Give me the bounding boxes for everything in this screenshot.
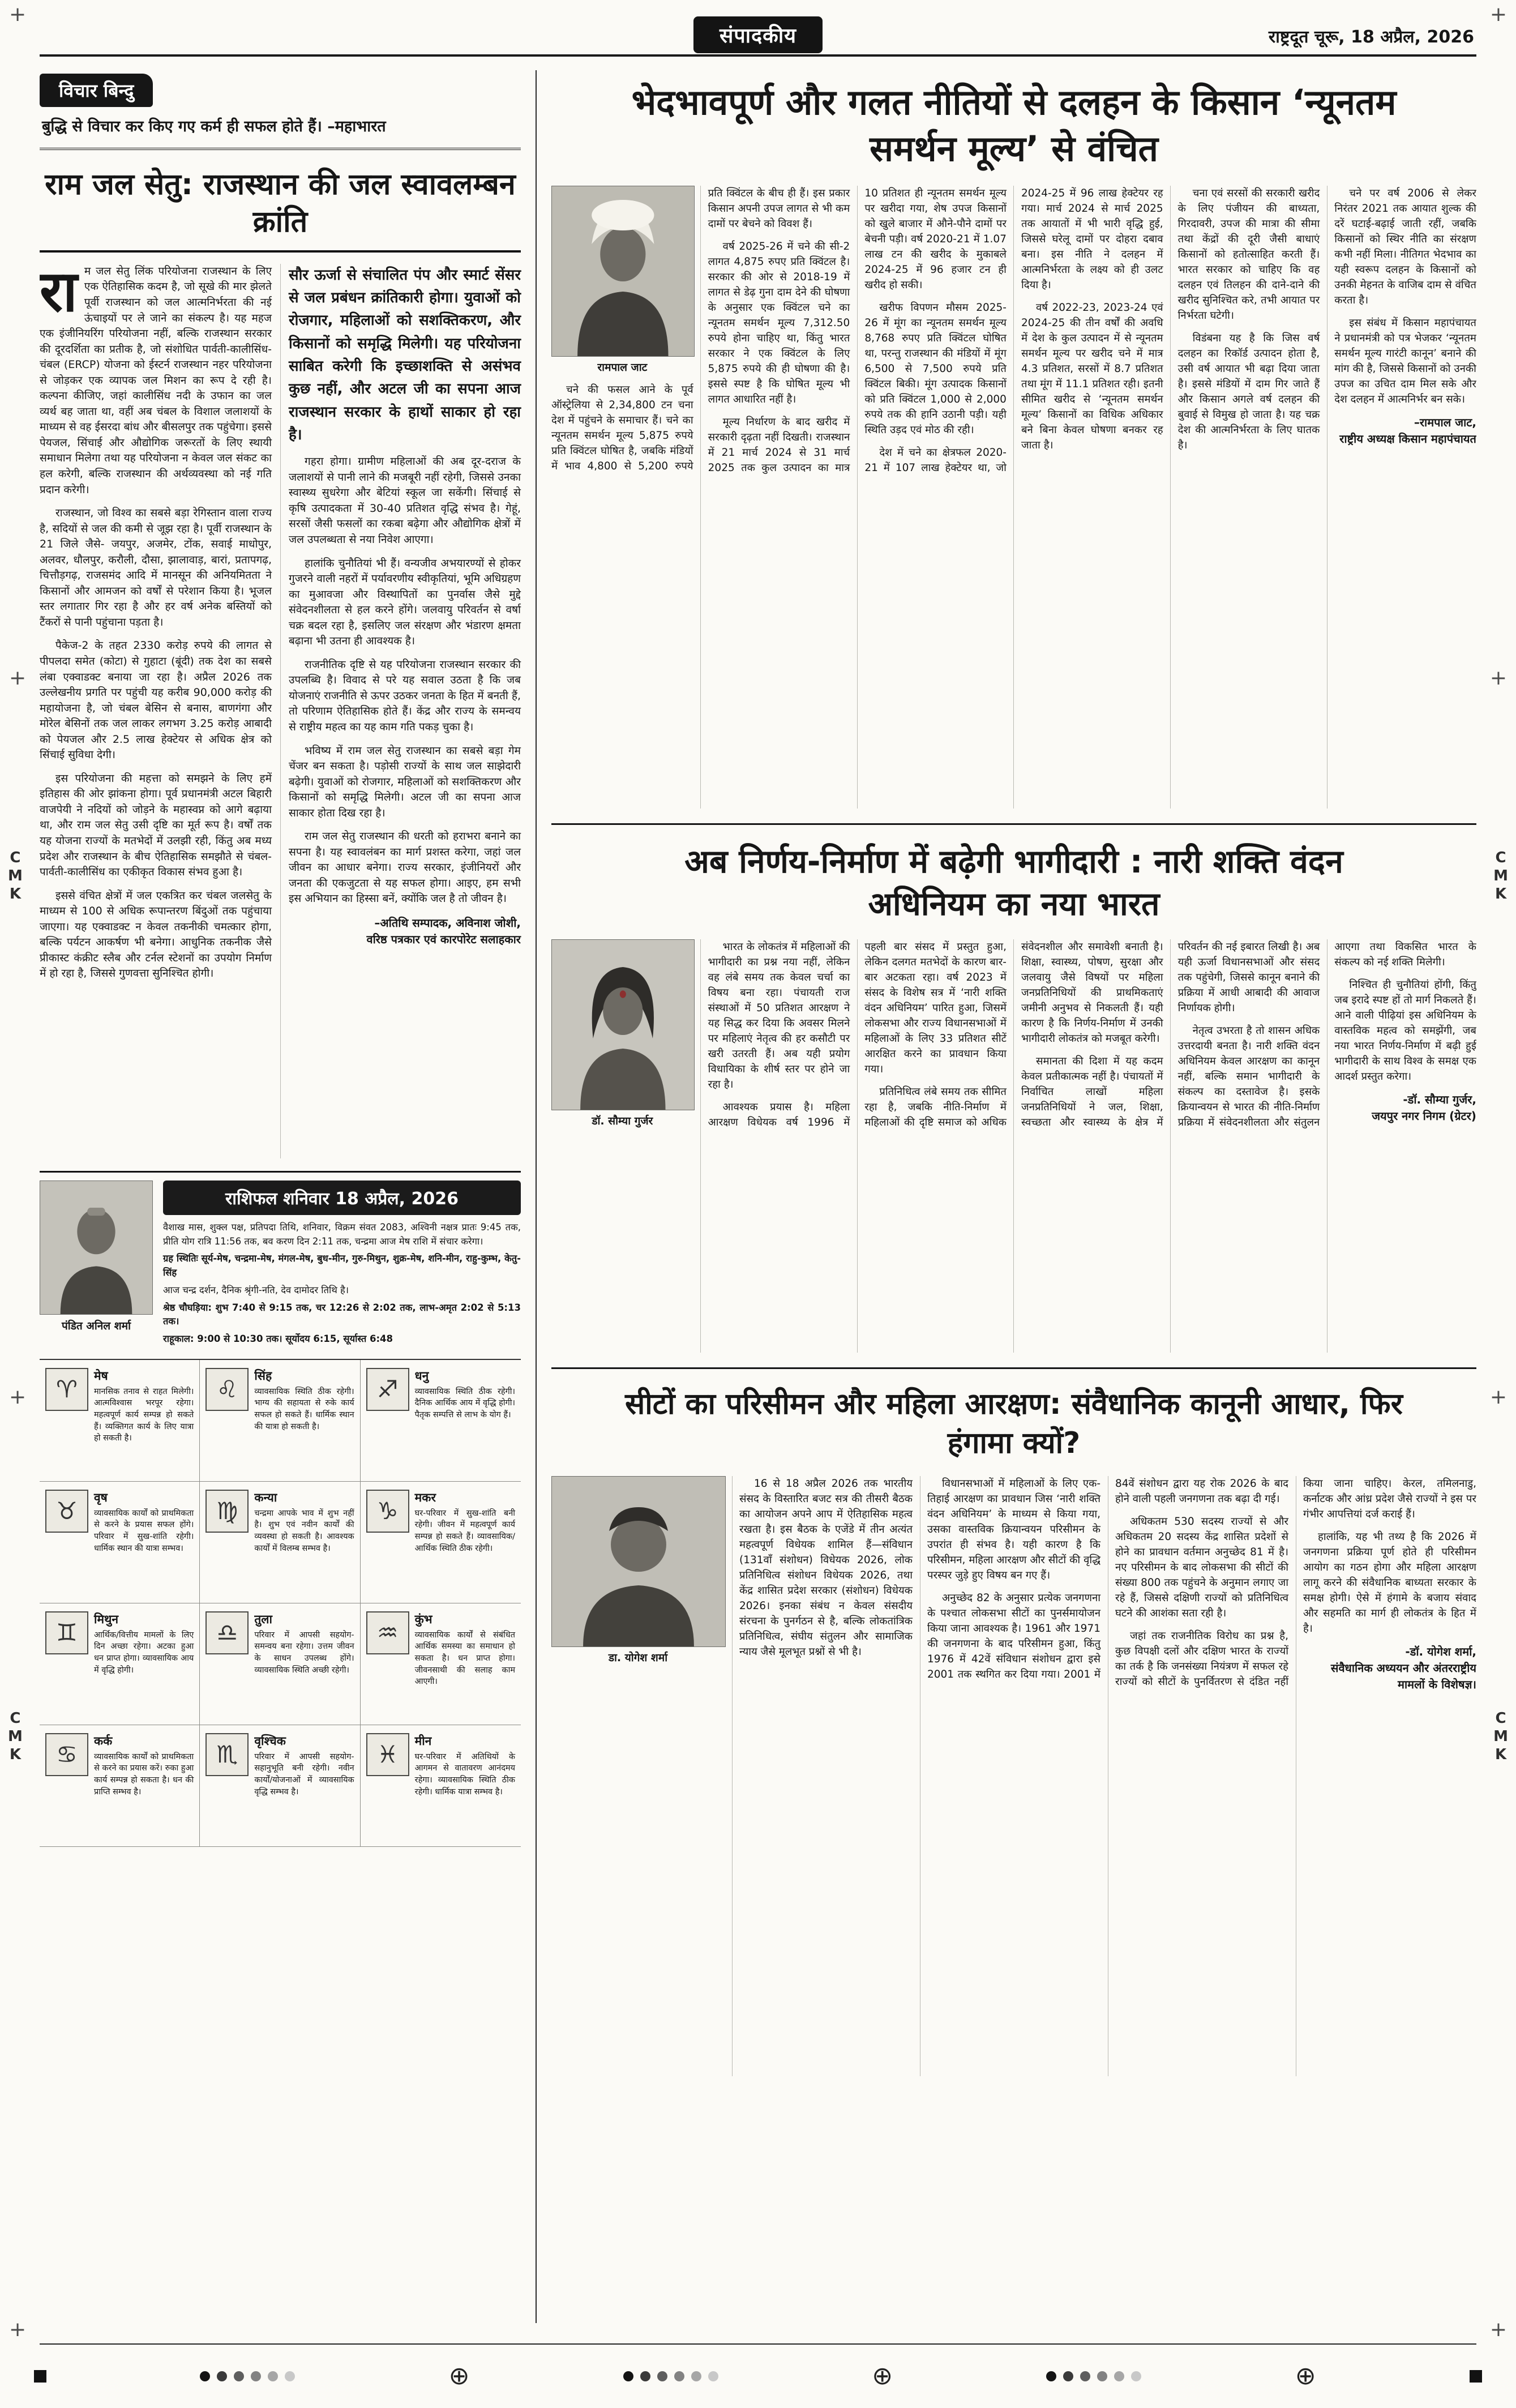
registration-dots [623, 2371, 718, 2381]
vichar-bindu-title: विचार बिन्दु [40, 74, 153, 107]
registration-dot [200, 2371, 210, 2381]
paragraph: मूल्य निर्धारण के बाद खरीद में सरकारी दृढ़ता नहीं दिखती। राजस्थान में 21 मार्च 2024 से 31 मार्च 2025 तक कुल उत्पादन का मात्र 10 प्रतिशत ही न्यूनतम समर्थन मूल्य पर खरीदा गया, शेष उपज किसानों को खुले बाजार में औने-पौने दामों पर बेचनी पड़ी। वर्ष 2020-21 में 1.07 लाख टन की खरीद के मुकाबले 2024-25 में 96 हजार टन ही खरीद हो सकी। [708, 187, 1007, 474]
paragraph: प्रतिनिधित्व लंबे समय तक सीमित रहा है, जबकि नीति-निर्माण में महिलाओं की दृष्टि समाज को अधिक संवेदनशील और समावेशी बनाती है। शिक्षा, स्वास्थ्य, पोषण, सुरक्षा और जलवायु जैसे विषयों पर महिला जनप्रतिनिधियों की प्राथमिकताएं जमीनी अनुभव से निकलती हैं। यही कारण है कि निर्णय-निर्माण में उनकी भागीदारी लोकतंत्र को मजबूत करेगी। [864, 941, 1163, 1129]
byline-line: जयपुर नगर निगम (ग्रेटर) [1372, 1109, 1476, 1123]
registration-dot [657, 2371, 667, 2381]
seats-photo-caption: डा. योगेश शर्मा [608, 1652, 668, 1665]
sign-name: कुंभ [414, 1612, 432, 1626]
edition-dateline: राष्ट्रदूत चूरू, 18 अप्रैल, 2026 [1268, 27, 1474, 47]
paragraph [40, 258, 272, 498]
registration-dot [691, 2371, 701, 2381]
sagittarius-icon: ♐ [366, 1368, 409, 1411]
left-column [40, 70, 537, 2323]
section-label: संपादकीय [693, 16, 823, 53]
woman-portrait-icon [552, 940, 694, 1110]
registration-dot [1046, 2371, 1056, 2381]
leo-icon: ♌ [205, 1368, 249, 1411]
saumya-gurjar-photo [551, 939, 695, 1110]
lead-article-byline [289, 915, 521, 948]
byline-line: राष्ट्रीय अध्यक्ष किसान महापंचायत [1339, 431, 1476, 446]
seats-article-byline [1303, 1644, 1476, 1693]
cmk-registration-letters [1493, 849, 1508, 903]
cmk-registration-letters [1493, 1710, 1508, 1763]
cmk-letter: K [9, 886, 22, 903]
crop-mark: + [1489, 2318, 1507, 2341]
zodiac-cell-kumbh [361, 1603, 521, 1725]
taurus-icon: ♉ [45, 1490, 88, 1533]
quote-attribution: –महाभारत [327, 118, 386, 135]
registration-dot [1097, 2371, 1107, 2381]
registration-dot [268, 2371, 278, 2381]
cmk-registration-letters [8, 1710, 23, 1763]
paragraph: अनुच्छेद 82 के अनुसार प्रत्येक जनगणना के पश्चात लोकसभा सीटों का पुनर्समायोजन किया जाना आवश्यक है। 1961 और 1971 की जनगणना के बाद परिसीमन हुआ, किंतु 1976 में 42वें संविधान संशोधन द्वारा इसे 2001 तक स्थगित कर दिया गया। 2001 में 84वें संशोधन द्वारा यह रोक 2026 के बाद होने वाली पहली जनगणना तक बढ़ा दी गई। [927, 1478, 1288, 1681]
cmk-letter: C [10, 1710, 21, 1727]
crop-mark: + [9, 3, 27, 26]
sign-prediction: व्यावसायिक कार्यों से संबंधित आर्थिक समस्या का समाधान हो सकता है। धन प्राप्त होगा। जीवनसाथी की सलाह काम आएगी। [414, 1630, 515, 1687]
cmk-letter: K [1494, 886, 1507, 903]
paragraph: चना एवं सरसों की सरकारी खरीद के लिए पंजीयन की बाध्यता, गिरदावरी, उपज की मात्रा की सीमा तथा केंद्रों की दूरी जैसी बाधाएं किसानों को हतोत्साहित करती हैं। भारत सरकार को चाहिए कि वह दलहन एवं तिलहन की दाने-दाने की खरीद सुनिश्चित करे, तभी आयात पर निर्भरता घटेगी। [1177, 187, 1320, 322]
paragraph: समानता की दिशा में यह कदम केवल प्रतीकात्मक नहीं है। पंचायतों में निर्वाचित लाखों महिला जनप्रतिनिधियों ने जल, शिक्षा, स्वच्छता और स्वास्थ्य के क्षेत्र में परिवर्तन की नई इबारत लिखी है। अब यही ऊर्जा विधानसभाओं और संसद तक पहुंचेगी, जिससे कानून बनाने की प्रक्रिया में आधी आबादी की आवाज निर्णायक होगी। [1021, 941, 1320, 1129]
article-msp-pulses [551, 70, 1476, 823]
msp-article-body [551, 186, 1476, 809]
registration-square [34, 2370, 46, 2383]
paragraph: नेतृत्व उभरता है तो शासन अधिक उत्तरदायी बनता है। नारी शक्ति वंदन अधिनियम केवल आरक्षण का कानून नहीं, बल्कि समान भागीदारी के संकल्प का दस्तावेज है। इसके क्रियान्वयन से भारत की नीति-निर्माण प्रक्रिया में संवेदनशीलता और संतुलन आएगा तथा विकसित भारत के संकल्प को नई शक्ति मिलेगी। [1177, 941, 1476, 1129]
registration-dot [1080, 2371, 1090, 2381]
sign-name: कन्या [254, 1490, 277, 1504]
cmk-letter: K [9, 1746, 22, 1763]
aries-icon: ♈ [45, 1368, 88, 1411]
zodiac-cell-dhanu [361, 1360, 521, 1482]
male-portrait-icon [552, 1477, 725, 1646]
panchang-line: वैशाख मास, शुक्ल पक्ष, प्रतिपदा तिथि, शनिवार, विक्रम संवत 2083, अश्विनी नक्षत्र प्रातः 9:45 तक, प्रीति योग रात्रि 11:56 तक, बव करण दिन 2:11 तक, चन्द्रमा आज मेष राशि में संचार करेगा। [163, 1221, 521, 1247]
astrologer-name: पंडित अनिल शर्मा [61, 1319, 131, 1332]
paragraph: निश्चित ही चुनौतियां होंगी, किंतु जब इरादे स्पष्ट हों तो मार्ग निकलते हैं। आने वाली पीढ़ियां इस अधिनियम के वास्तविक महत्व को समझेंगी, जब नया भारत निर्णय-निर्माण में बढ़ी हुई भागीदारी के साथ विश्व के समक्ष एक आदर्श प्रस्तुत करेगा। [1334, 979, 1476, 1083]
page-content [40, 70, 1476, 2323]
sign-prediction: घर-परिवार में अतिथियों के आगमन से वातावरण आनंदमय रहेगा। व्यावसायिक स्थिति ठीक रहेगी। धार्मिक यात्रा सम्भव है। [414, 1752, 515, 1797]
crop-mark: + [1489, 1385, 1507, 1409]
paragraph: खरीफ विपणन मौसम 2025-26 में मूंग का न्यूनतम समर्थन मूल्य 8,768 रुपए प्रति क्विंटल घोषित था, परन्तु राजस्थान की मंडियों में मूंग 6,500 से 7,500 रुपये प्रति क्विंटल बिकी। मूंग उत्पादक किसानों को प्रति क्विंटल 1,000 से 2,000 रुपये तक की हानि उठानी पड़ी। यही स्थिति उड़द एवं मोठ की रही। [864, 301, 1007, 436]
byline-line: वरिष्ठ पत्रकार एवं कारपोरेट सलाहकार [366, 933, 521, 947]
rampal-jat-photo [551, 186, 695, 357]
paragraph: भारत के लोकतंत्र में महिलाओं की भागीदारी का प्रश्न नया नहीं, लेकिन वह लंबे समय तक केवल चर्चा का विषय बना रहा। पंचायती राज संस्थाओं में 50 प्रतिशत आरक्षण ने यह सिद्ध कर दिया कि अवसर मिलने पर महिलाएं नेतृत्व की हर कसौटी पर खरी उतरती हैं। अब यही प्रयोग विधायिका के शीर्ष स्तर पर होने जा रहा है। [708, 941, 850, 1091]
paragraph: राजस्थान, जो विश्व का सबसे बड़ा रेगिस्तान वाला राज्य है, सदियों से जल की कमी से जूझ रहा है। पूर्वी राजस्थान के 21 जिले जैसे- जयपुर, अजमेर, टोंक, सवाई माधोपुर, अलवर, धौलपुर, करौली, दौसा, झालावाड़, बारां, प्रतापगढ़, चित्तौड़गढ़, राजसमंद आदि में मानसून की अनियमितता ने किसानों और आमजन को वर्षों से परेशान किया है। भूजल स्तर लगातार गिर रहा है और हर वर्ष अनेक बस्तियों को टैंकरों से पानी पहुंचाना पड़ता है। [40, 507, 272, 628]
cmk-letter: K [1494, 1746, 1507, 1763]
gemini-icon: ♊ [45, 1611, 88, 1654]
zodiac-cell-tula [200, 1603, 360, 1725]
astrologer-photo [40, 1181, 153, 1315]
sign-prediction: आर्थिक/वित्तीय मामलों के लिए दिन अच्छा रहेगा। अटका हुआ धन प्राप्त होगा। व्यावसायिक आय में वृद्धि होगी। [94, 1630, 194, 1675]
article-nari-shakti [551, 823, 1476, 1367]
paragraph: राम जल सेतु राजस्थान की धरती को हराभरा बनाने का सपना है। यह स्वावलंबन का मार्ग प्रशस्त करेगा, जहां जल जीवन का आधार बनेगा। राज्य सरकार, इंजीनियरों और जनता की एकजुटता से यह सफल होगा। आइए, हम सभी इस अभियान का हिस्सा बनें, क्योंकि जल है तो जीवन है। [289, 830, 521, 905]
seats-article-headline: सीटों का परिसीमन और महिला आरक्षण: संवैधानिक कानूनी आधार, फिर हंगामा क्यों? [625, 1387, 1403, 1460]
aquarius-icon: ♒ [366, 1611, 409, 1654]
cmk-letter: C [1495, 1710, 1506, 1727]
sign-prediction: मानसिक तनाव से राहत मिलेगी। आत्मविश्वास भरपूर रहेगा। महत्वपूर्ण कार्य सम्पन्न हो सकते हैं। व्यक्तिगत कार्य के लिए यात्रा हो सकती है। [94, 1387, 194, 1443]
paragraph: देश में चने का क्षेत्रफल 2020-21 में 107 लाख हेक्टेयर था, जो 2024-25 में 96 लाख हेक्टेयर रह गया। मार्च 2024 से मार्च 2025 तक आयातों में भी भारी वृद्धि हुई, जिससे घरेलू दामों पर दोहरा दबाव बना। इस नीति ने दलहन में आत्मनिर्भरता के लक्ष्य को ही उलट दिया है। [864, 187, 1163, 474]
cancer-icon: ♋ [45, 1733, 88, 1776]
crop-mark: + [1489, 666, 1507, 690]
virgo-icon: ♍ [205, 1490, 249, 1533]
sign-name: मेष [94, 1368, 108, 1383]
registration-dot [1131, 2371, 1141, 2381]
paragraph: अधिकतम 530 सदस्य राज्यों से और अधिकतम 20 सदस्य केंद्र शासित प्रदेशों से होने का प्रावधान वर्तमान अनुच्छेद 81 में है। नए परिसीमन के बाद लोकसभा की सीटों की संख्या 800 तक पहुंचने के अनुमान लगाए जा रहे हैं, जिससे दक्षिणी राज्यों को प्रतिनिधित्व घटने की आशंका सता रही है। [1115, 1516, 1288, 1620]
registration-target-icon: ⊕ [872, 2362, 893, 2390]
chaughadiya-line: श्रेष्ठ चौघड़िया: शुभ 7:40 से 9:15 तक, चर 12:26 से 2:02 तक, लाभ-अमृत 2:02 से 5:13 तक। [163, 1302, 521, 1327]
rashifal-title: राशिफल शनिवार 18 अप्रैल, 2026 [163, 1181, 521, 1215]
article-delimitation [551, 1367, 1476, 2091]
registration-dot [251, 2371, 261, 2381]
lead-article-headline: राम जल सेतु: राजस्थान की जल स्वावलम्बन क्रांति [40, 166, 521, 253]
capricorn-icon: ♑ [366, 1490, 409, 1533]
rashifal-intro [163, 1221, 521, 1346]
registration-dot [640, 2371, 650, 2381]
byline-line: -डॉ. योगेश शर्मा, [1405, 1645, 1476, 1659]
paragraph: विडंबना यह है कि जिस वर्ष दलहन का रिकॉर्ड उत्पादन होता है, उसी वर्ष आयात भी बढ़ा दिया जाता है। इससे मंडियों में दाम गिर जाते हैं और किसान अगले वर्ष दलहन की बुवाई से विमुख हो जाता है। यह चक्र देश की आत्मनिर्भरता के लिए घातक है। [1177, 332, 1320, 451]
astrologer-block [40, 1181, 153, 1350]
nari-article-byline [1334, 1092, 1476, 1124]
paragraph: हालांकि चुनौतियां भी हैं। वन्यजीव अभयारण्यों से होकर गुजरने वाली नहरों में पर्यावरणीय स्वीकृतियां, भूमि अधिग्रहण का मुआवजा और विस्थापितों का पुनर्वास जैसे मुद्दे संवेदनशीलता से हल करने होंगे। जलवायु परिवर्तन से वर्षा चक्र बदल रहा है, इसलिए जल संरक्षण और भंडारण क्षमता बढ़ाना भी उतना ही आवश्यक है। [289, 557, 521, 648]
rahukaal-line: राहूकाल: 9:00 से 10:30 तक। सूर्योदय 6:15, सूर्यास्त 6:48 [163, 1333, 393, 1345]
byline-line: -डॉ. सौम्या गुर्जर, [1403, 1093, 1476, 1107]
paragraph: इस परियोजना की महत्ता को समझने के लिए हमें इतिहास की ओर झांकना होगा। पूर्व प्रधानमंत्री अटल बिहारी वाजपेयी ने नदियों को जोड़ने के महास्वप्न को आगे बढ़ाया था, और राम जल सेतु उसी दृष्टि का मूर्त रूप है। वर्षों तक यह योजना राज्यों के मतभेदों में उलझी रही, किंतु अब मध्य प्रदेश और राजस्थान के बीच ऐतिहासिक समझौते से चंबल-पार्वती-कालीसिंध का एकीकृत विकास संभव हुआ है। [40, 772, 272, 879]
dropcap: रा [40, 258, 78, 324]
byline-line: –रामपाल जाट, [1414, 415, 1476, 429]
cmk-letter: M [1493, 1728, 1508, 1745]
nari-article-headline: अब निर्णय-निर्माण में बढ़ेगी भागीदारी : नारी शक्ति वंदन अधिनियम का नया भारत [684, 842, 1343, 923]
registration-footer [34, 2364, 1482, 2389]
paragraph: वर्ष 2025-26 में चने की सी-2 लागत 4,875 रुपए प्रति क्विंटल है। सरकार की ओर से 2018-19 में लागत से डेढ़ गुना दाम देने की घोषणा के अनुसार एक क्विंटल चने का न्यूनतम समर्थन मूल्य 7,312.50 रुपये होना चाहिए था, किंतु भारत सरकार ने एक क्विंटल के लिए 5,875 रुपये की ही घोषणा की है। इससे स्पष्ट है कि घोषित मूल्य भी लागत आधारित नहीं है। [708, 240, 850, 405]
registration-dot [708, 2371, 718, 2381]
sign-prediction: व्यावसायिक स्थिति ठीक रहेगी। भाग्य की सहायता से रुके कार्य सफल हो सकते हैं। धार्मिक स्थान की यात्रा हो सकती है। [254, 1387, 354, 1431]
pisces-icon: ♓ [366, 1733, 409, 1776]
masthead [40, 15, 1476, 57]
paragraph: आवश्यक प्रयास है। महिला आरक्षण विधेयक वर्ष 1996 में पहली बार संसद में प्रस्तुत हुआ, लेकिन दलगत मतभेदों के कारण बार-बार अटकता रहा। वर्ष 2023 में संसद के विशेष सत्र में ‘नारी शक्ति वंदन अधिनियम’ पारित हुआ, जिसमें लोकसभा और राज्य विधानसभाओं में महिलाओं के लिए 33 प्रतिशत सीटें आरक्षित करने का प्रावधान किया गया। [708, 941, 1007, 1129]
paragraph: विधानसभाओं में महिलाओं के लिए एक-तिहाई आरक्षण का प्रावधान जिस ‘नारी शक्ति वंदन अधिनियम’ के माध्यम से किया गया, उसका वास्तविक क्रियान्वयन परिसीमन के उपरांत ही संभव है। यही कारण है कि परिसीमन, महिला आरक्षण और सीटों की वृद्धि परस्पर जुड़े हुए विषय बन गए हैं। [927, 1478, 1100, 1582]
registration-dot [623, 2371, 633, 2381]
paragraph: इससे वंचित क्षेत्रों में जल एकत्रित कर चंबल जलसेतु के माध्यम से 100 से अधिक रूपान्तरण बिंदुओं तक पहुंचाया जाएगा। यह एक्वाडक्ट न केवल तकनीकी चमत्कार होगा, बल्कि पर्यटन आकर्षण भी बनेगा। आधुनिक तकनीक जैसे प्रीकास्ट कंक्रीट स्लैब और टर्नल स्टेशनों का उपयोग निर्माण में हो रहा है, जिससे गुणवत्ता सुनिश्चित होगी। [40, 889, 272, 980]
zodiac-cell-kanya [200, 1482, 360, 1603]
nari-photo-caption: डॉ. सौम्या गुर्जर [592, 1115, 653, 1128]
bold-inset-paragraph: सौर ऊर्जा से संचालित पंप और स्मार्ट सेंसर से जल प्रबंधन क्रांतिकारी होगा। युवाओं को रोजगार, महिलाओं को सशक्तिकरण, और किसानों को समृद्धि मिलेगी। यह परियोजना साबित करेगी कि इच्छाशक्ति से असंभव कुछ नहीं, और अटल जी का सपना आज राजस्थान सरकार के हाथों साकार हो रहा है। [289, 266, 521, 443]
sign-name: तुला [254, 1612, 272, 1626]
sign-name: वृश्चिक [254, 1734, 286, 1748]
msp-article-byline [1334, 414, 1476, 447]
turbaned-man-portrait-icon [552, 186, 694, 356]
seats-article-body [551, 1476, 1476, 2076]
seats-photo-figure [551, 1476, 725, 1666]
crop-mark: + [1489, 3, 1507, 26]
zodiac-grid [40, 1359, 521, 1847]
zodiac-cell-vrishchik [200, 1725, 360, 1847]
paragraph: 16 से 18 अप्रैल 2026 तक भारतीय संसद के विस्तारित बजट सत्र की तीसरी बैठक का आयोजन अपने आप में ऐतिहासिक महत्व रखता है। इस बैठक के एजेंडे में तीन अत्यंत महत्वपूर्ण विधेयक शामिल हैं—संविधान (131वाँ संशोधन) विधेयक 2026, लोक प्रतिनिधित्व संशोधन विधेयक 2026, तथा केंद्र शासित प्रदेश सरकार (संशोधन) विधेयक 2026। इनका संबंध न केवल संसदीय संरचना के पुनर्गठन से है, बल्कि लोकतांत्रिक प्रतिनिधित्व, संघीय संतुलन और सामाजिक न्याय जैसे मूलभूत प्रश्नों से भी है। [739, 1478, 913, 1658]
rashifal-top [40, 1181, 521, 1350]
paragraph: चने की फसल आने के पूर्व ऑस्ट्रेलिया से 2,34,800 टन चना देश में पहुंचने के समाचार हैं। चने का न्यूनतम समर्थन मूल्य 5,875 रुपये प्रति क्विंटल घोषित है, जबकि मंडियों में भाव 4,800 से 5,200 रुपये प्रति क्विंटल के बीच ही हैं। इस प्रकार किसान अपनी उपज लागत से भी कम दामों पर बेचने को विवश हैं। [551, 187, 850, 473]
registration-dot [234, 2371, 244, 2381]
sign-name: सिंह [254, 1368, 272, 1383]
zodiac-cell-kark [40, 1725, 200, 1847]
graha-sthiti-line: ग्रह स्थितिः सूर्य-मेष, चन्द्रमा-मेष, मंगल-मेष, बुध-मीन, गुरु-मिथुन, शुक्र-मेष, शनि-मीन, राहु-कुम्भ, केतु-सिंह [163, 1253, 521, 1278]
sign-prediction: व्यावसायिक कार्यों को प्राथमिकता से करने का प्रयास करें। रुका हुआ कार्य सम्पन्न हो सकता है। धन की प्राप्ति सम्भव है। [94, 1752, 194, 1797]
sign-prediction: घर-परिवार में सुख-शांति बनी रहेगी। जीवन में महत्वपूर्ण कार्य सम्पन्न हो सकते हैं। व्यावसायिक/आर्थिक स्थिति ठीक रहेगी। [414, 1508, 515, 1553]
registration-target-icon: ⊕ [448, 2362, 470, 2390]
paragraph-text: म जल सेतु लिंक परियोजना राजस्थान के लिए एक ऐतिहासिक कदम है, जो सूखे की मार झेलते पूर्वी राजस्थान को जल आत्मनिर्भरता की नई ऊंचाइयों पर ले जाने का संकल्प है। यह महज एक इंजीनियरिंग परियोजना नहीं, बल्कि राजस्थान सरकार की दूरदर्शिता का प्रतीक है, जो संशोधित पार्वती-कालीसिंध-चंबल (ERCP) योजना को ईस्टर्न राजस्थान नहर परियोजना से जोड़कर एक व्यापक जल मिशन का रूप दे रही है। कल्पना कीजिए, जहां कालीसिंध नदी के उफान का जल व्यर्थ बह जाता था, वहीं अब चंबल के विशाल जलाशयों के माध्यम से वह ईसरदा बांध और बीसलपुर तक पहुंचेगा। इससे पेयजल, सिंचाई और औद्योगिक जरूरतों के लिए स्थायी समाधान मिलेगा तथा यह परियोजना न केवल जल संकट का हल करेगी, बल्कि राजस्थान की अर्थव्यवस्था को नई गति प्रदान करेगी। [40, 264, 272, 496]
rashifal-section [40, 1171, 521, 1847]
registration-dot [1114, 2371, 1124, 2381]
vichar-bindu-quote [40, 107, 521, 150]
cmk-letter: C [1495, 849, 1506, 866]
registration-target-icon: ⊕ [1295, 2362, 1316, 2390]
bottom-rule [40, 2343, 1476, 2345]
cmk-registration-letters [8, 849, 23, 903]
paragraph: पैकेज-2 के तहत 2330 करोड़ रुपये की लागत से पीपलदा समेत (कोटा) से गुहाटा (बूंदी) तक देश का सबसे लंबा एक्वाडक्ट बनाया जा रहा है। अप्रैल 2026 तक उल्लेखनीय प्रगति पर पहुंची यह करीब 90,000 करोड़ की महायोजना है, जो चंबल बेसिन से बनास, बाणगंगा और मोरेल बेसिनों तक जल लाकर लगभग 3.25 करोड़ आबादी को पेयजल और 2.5 लाख हेक्टेयर से अधिक क्षेत्र को सिंचाई सुविधा देगी। [40, 639, 272, 762]
paragraph: हालांकि, यह भी तथ्य है कि 2026 में जनगणना प्रक्रिया पूर्ण होते ही परिसीमन आयोग का गठन होगा और महिला आरक्षण लागू करने की संवैधानिक बाध्यता सरकार के समक्ष होगी। ऐसे में हंगामे के बजाय संवाद और सहमति का मार्ग ही लोकतंत्र के हित में है। [1303, 1531, 1476, 1635]
paragraph: जहां तक राजनीतिक विरोध का प्रश्न है, कुछ विपक्षी दलों और दक्षिण भारत के राज्यों का तर्क है कि जनसंख्या नियंत्रण में सफल रहे राज्यों को सीटों के पुनर्वितरण से दंडित नहीं किया जाना चाहिए। केरल, तमिलनाडु, कर्नाटक और आंध्र प्रदेश जैसे राज्यों ने इस पर गंभीर आपत्तियां दर्ज कराई हैं। [1115, 1478, 1476, 1688]
sign-prediction: चन्द्रमा आपके भाव में शुभ नहीं है। शुभ एवं नवीन कार्यों की व्यवस्था हो सकती है। आवश्यक कार्यों में विलम्ब सम्भव है। [254, 1508, 354, 1553]
nari-article-body [551, 939, 1476, 1353]
yogesh-sharma-photo [551, 1476, 726, 1647]
msp-photo-figure [551, 186, 693, 376]
nari-photo-figure [551, 939, 693, 1130]
paragraph: चने पर वर्ष 2006 से लेकर निरंतर 2021 तक आयात शुल्क की दरें घटाई-बढ़ाई जाती रहीं, जबकि किसानों को स्थिर नीति का संरक्षण कभी नहीं मिला। नीतिगत भेदभाव का यही स्वरूप दलहन के किसानों को उनकी मेहनत के वाजिब दाम से वंचित करता है। [1334, 187, 1476, 306]
paragraph: वर्ष 2022-23, 2023-24 एवं 2024-25 की तीन वर्षों की अवधि में देश के कुल उत्पादन में से न्यूनतम समर्थन मूल्य पर खरीद चने में मात्र 4.3 प्रतिशत, सरसों में 8.7 प्रतिशत तथा मूंग में 11.1 प्रतिशत रही। इतनी सीमित खरीद से ‘न्यूनतम समर्थन मूल्य’ किसानों का विधिक अधिकार बने बिना केवल घोषणा बनकर रह जाता है। [1021, 301, 1163, 451]
paragraph: भविष्य में राम जल सेतु राजस्थान का सबसे बड़ा गेम चेंजर बन सकता है। पड़ोसी राज्यों के साथ जल साझेदारी बढ़ेगी। युवाओं को रोजगार, महिलाओं को सशक्तिकरण और किसानों को समृद्धि मिलेगी। अटल जी का सपना आज साकार होता दिख रहा है। [289, 744, 521, 819]
zodiac-cell-mesh [40, 1360, 200, 1482]
zodiac-cell-meen [361, 1725, 521, 1847]
registration-dot [217, 2371, 227, 2381]
zodiac-cell-vrish [40, 1482, 200, 1603]
rashifal-main [163, 1181, 521, 1350]
zodiac-cell-makar [361, 1482, 521, 1603]
right-column [537, 70, 1476, 2323]
registration-square [1470, 2370, 1482, 2383]
sign-name: मकर [414, 1490, 436, 1504]
tithi-line: आज चन्द्र दर्शन, दैनिक श्रृंगी-नति, देव दामोदर तिथि है। [163, 1284, 349, 1295]
cmk-letter: M [8, 1728, 23, 1745]
msp-article-headline: भेदभावपूर्ण और गलत नीतियों से दलहन के किसान ‘न्यूनतम समर्थन मूल्य’ से वंचित [631, 82, 1397, 169]
registration-dot [674, 2371, 684, 2381]
registration-dot [285, 2371, 295, 2381]
zodiac-cell-mithun [40, 1603, 200, 1725]
cmk-letter: C [10, 849, 21, 866]
quote-text: बुद्धि से विचार कर किए गए कर्म ही सफल होते हैं। [42, 118, 322, 135]
sign-name: कर्क [94, 1734, 113, 1748]
cmk-letter: M [1493, 867, 1508, 884]
registration-dot [1063, 2371, 1073, 2381]
msp-photo-caption: रामपाल जाट [597, 361, 648, 374]
crop-mark: + [9, 2318, 27, 2341]
sign-name: मिथुन [94, 1612, 119, 1626]
byline-line: –अतिथि सम्पादक, अविनाश जोशी, [374, 916, 521, 930]
sign-name: धनु [414, 1368, 429, 1383]
sign-name: वृष [94, 1490, 108, 1504]
sign-prediction: व्यावसायिक कार्यों को प्राथमिकता से करने के प्रयास सफल होंगे। परिवार में सुख-शांति रहेगी। धार्मिक स्थान की यात्रा सम्भव। [94, 1508, 194, 1553]
cmk-letter: M [8, 867, 23, 884]
vichar-bindu-box [40, 74, 521, 150]
paragraph: गहरा होगा। ग्रामीण महिलाओं की अब दूर-दराज के जलाशयों से पानी लाने की मजबूरी नहीं रहेगी, जिससे उनका स्वास्थ्य सुधरेगा और बेटियां स्कूल जा सकेंगी। सिंचाई से कृषि उत्पादकता में 30-40 प्रतिशत वृद्धि संभव है। गेहूं, सरसों जैसी फसलों का रकबा बढ़ेगा और औद्योगिक क्षेत्रों में जल उपलब्धता से नया निवेश आएगा। [289, 455, 521, 546]
crop-mark: + [9, 666, 27, 690]
sign-name: मीन [414, 1734, 432, 1748]
lead-article-body [40, 258, 521, 1158]
zodiac-cell-singh [200, 1360, 360, 1482]
scorpio-icon: ♏ [205, 1733, 249, 1776]
paragraph: राजनीतिक दृष्टि से यह परियोजना राजस्थान सरकार की उपलब्धि है। विवाद से परे यह सवाल उठता है कि जब योजनाएं राजनीति से ऊपर उठकर जनता के हित में बनती हैं, तो परिणाम ऐतिहासिक होते हैं। केंद्र और राज्य के समन्वय से राष्ट्रीय महत्व का यह काम गति पकड़ चुका है। [289, 658, 521, 734]
paragraph: इस संबंध में किसान महापंचायत ने प्रधानमंत्री को पत्र भेजकर ‘न्यूनतम समर्थन मूल्य गारंटी कानून’ बनाने की मांग की है, जिससे किसानों को उनकी उपज का उचित दाम मिल सके और देश दलहन में आत्मनिर्भर बन सके। [1334, 316, 1476, 405]
libra-icon: ♎ [205, 1611, 249, 1654]
sign-prediction: परिवार में आपसी सहयोग-सहानुभूति बनी रहेगी। नवीन कार्यों/योजनाओं में व्यावसायिक वृद्धि सम्भव है। [254, 1752, 354, 1797]
byline-line: संवैधानिक अध्ययन और अंतरराष्ट्रीय मामलों के विशेषज्ञ। [1330, 1661, 1476, 1692]
registration-dots [1046, 2371, 1141, 2381]
male-portrait-icon [40, 1181, 152, 1314]
sign-prediction: व्यावसायिक स्थिति ठीक रहेगी। दैनिक आर्थिक आय में वृद्धि होगी। पैतृक सम्पत्ति से लाभ के योग हैं। [414, 1387, 515, 1420]
registration-dots [200, 2371, 295, 2381]
crop-mark: + [9, 1385, 27, 1409]
sign-prediction: परिवार में आपसी सहयोग-समन्वय बना रहेगा। उत्तम जीवन के साधन उपलब्ध होंगे। व्यावसायिक स्थिति अच्छी रहेगी। [254, 1630, 354, 1675]
